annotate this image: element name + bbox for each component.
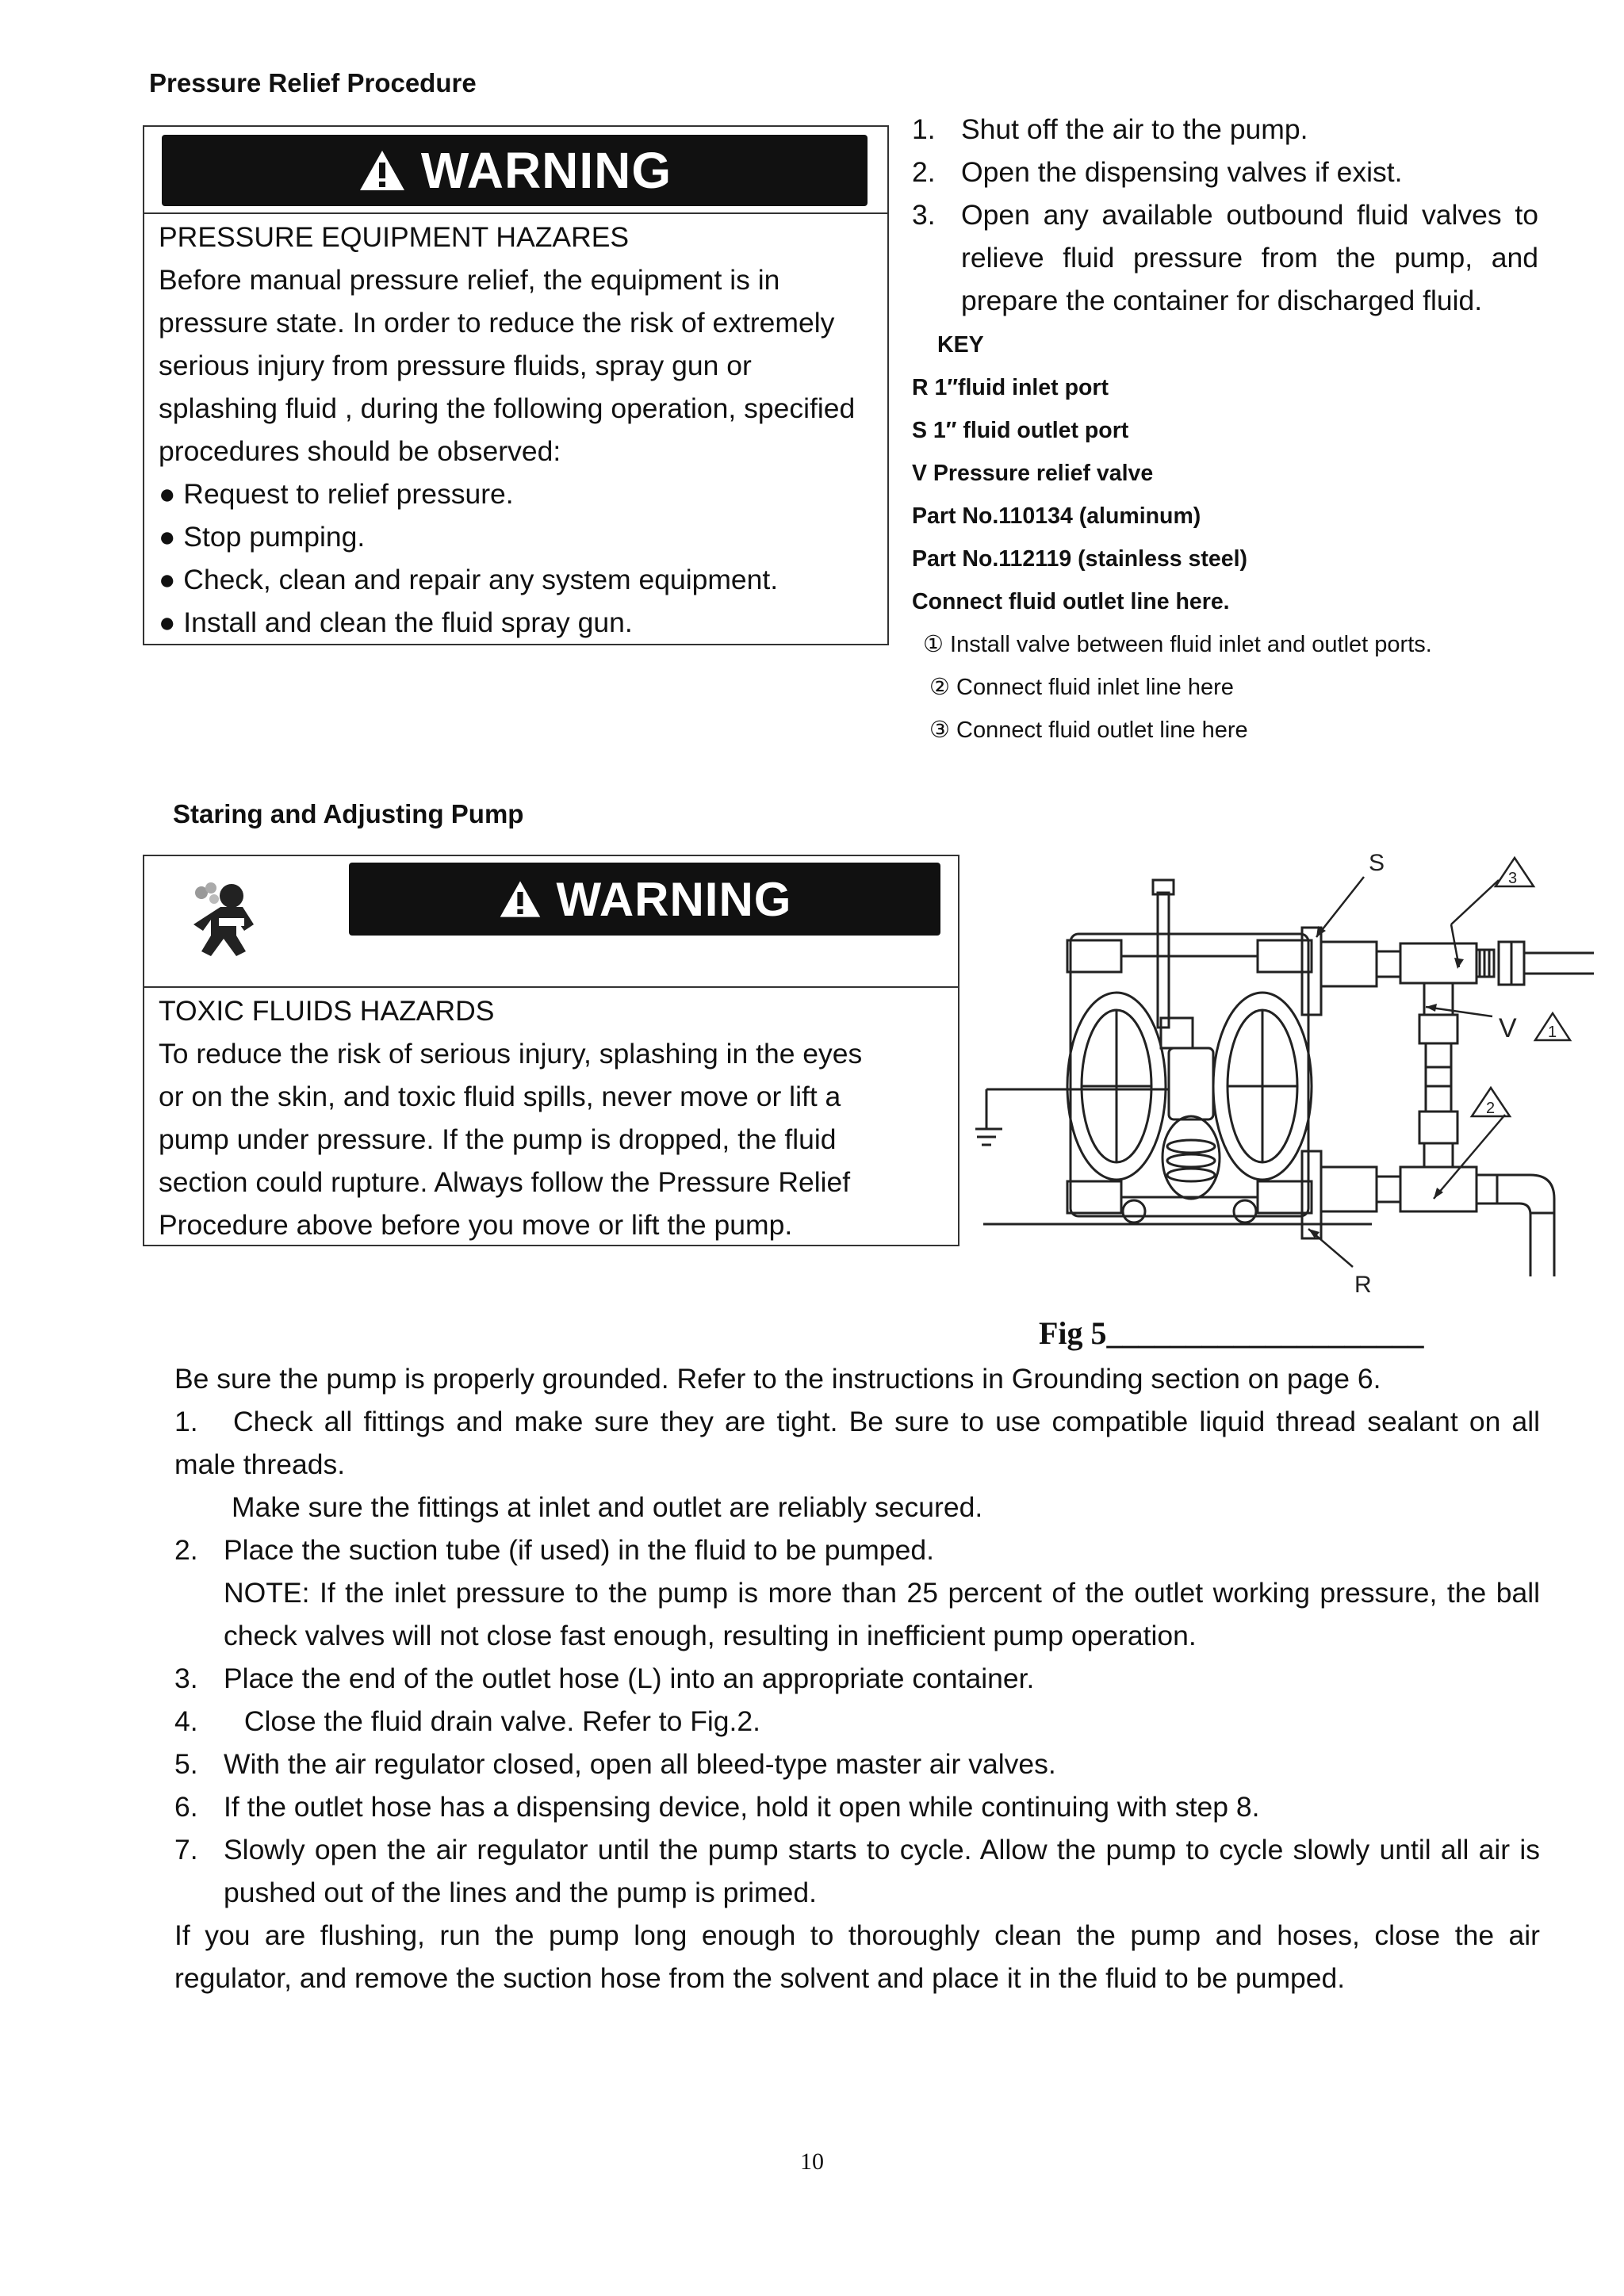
starting-heading: Staring and Adjusting Pump [173, 799, 524, 828]
hazard-line: Procedure above before you move or lift the pump. [159, 1209, 793, 1241]
inlet-line-connector [1477, 1175, 1554, 1276]
callout-1-number: 1 [1548, 1024, 1557, 1041]
key-item: Part No.110134 (aluminum) [912, 503, 1201, 529]
pump-body [1063, 880, 1312, 1223]
warning-triangle-icon [358, 148, 407, 193]
flushing-note-cont: regulator, and remove the suction hose from the solvent and place it in the fluid to be pumped. [174, 1962, 1346, 1994]
relief-step: 1. Shut off the air to the pump. [912, 113, 1308, 145]
instruction-line: Make sure the fittings at inlet and outlet are reliably secured. [232, 1491, 983, 1523]
callout-3-number: 3 [1508, 870, 1518, 887]
key-note: ② Connect fluid inlet line here [929, 675, 1234, 700]
key-item: V Pressure relief valve [912, 461, 1154, 486]
bullet-item: ● Request to relief pressure. [159, 478, 514, 510]
key-item: Connect fluid outlet line here. [912, 589, 1230, 614]
instruction-item-3: 3. Place the end of the outlet hose (L) into an appropriate container. [174, 1663, 1035, 1694]
warning-label: WARNING [556, 872, 792, 926]
key-notes [923, 623, 1432, 752]
key-list [912, 366, 1247, 623]
key-item: S 1″ fluid outlet port [912, 418, 1129, 443]
hazard-line: splashing fluid , during the following operation, specified [159, 392, 856, 424]
warning-label: WARNING [420, 142, 672, 199]
key-title: KEY [937, 332, 984, 358]
key-note: ③ Connect fluid outlet line here [929, 718, 1248, 743]
warning-banner [349, 863, 940, 936]
toxic-warning-text [159, 989, 862, 1246]
figure-caption: Fig 5____________________ [1039, 1315, 1424, 1351]
label-r: R [1354, 1272, 1372, 1298]
pump-diagram [975, 848, 1594, 1308]
label-v: V [1499, 1013, 1517, 1043]
hazard-line: Before manual pressure relief, the equipment is in [159, 264, 780, 296]
pressure-warning-box [143, 125, 889, 645]
key-item: R 1″fluid inlet port [912, 375, 1109, 400]
warning-divider [144, 212, 887, 214]
bullet-item: ● Install and clean the fluid spray gun. [159, 607, 633, 638]
callout-arrows [1308, 926, 1464, 1238]
instructions [174, 1357, 1540, 1999]
hazard-line: or on the skin, and toxic fluid spills, never move or lift a [159, 1081, 841, 1112]
outlet-port-s [1302, 928, 1400, 1015]
instruction-item-1: 1. Check all fittings and make sure they are tight. Be sure to use compatible liquid thread sealant on all [174, 1406, 1540, 1437]
instruction-item-5: 5. With the air regulator closed, open all bleed-type master air valves. [174, 1748, 1056, 1780]
outlet-line-connector [1477, 942, 1594, 985]
key-note: ① Install valve between fluid inlet and outlet ports. [923, 632, 1432, 657]
page-number: 10 [800, 2149, 824, 2175]
toxic-hazard-icon [190, 878, 257, 958]
warning-divider [144, 986, 958, 988]
instruction-intro: Be sure the pump is properly grounded. Refer to the instructions in Grounding section on page 6. [174, 1363, 1381, 1395]
warning-triangle-icon [498, 878, 542, 920]
flushing-note: If you are flushing, run the pump long enough to thoroughly clean the pump and hoses, close the air [174, 1919, 1540, 1951]
instruction-line: male threads. [174, 1448, 346, 1480]
pressure-warning-text [159, 216, 855, 644]
relief-step: 2. Open the dispensing valves if exist. [912, 156, 1403, 188]
label-s: S [1369, 850, 1385, 876]
callout-2-number: 2 [1486, 1100, 1496, 1117]
instruction-item-6: 6. If the outlet hose has a dispensing device, hold it open while continuing with step 8. [174, 1791, 1260, 1823]
relief-step: 3. Open any available outbound fluid valves to relieve fluid pressure from the pump, and prepare the container for discharged fluid. [912, 199, 1538, 316]
pressure-relief-heading: Pressure Relief Procedure [149, 68, 477, 98]
hazard-line: To reduce the risk of serious injury, splashing in the eyes [159, 1038, 863, 1070]
bullet-item: ● Stop pumping. [159, 521, 366, 553]
ground-symbol [975, 1089, 1063, 1145]
bullet-item: ● Check, clean and repair any system equipment. [159, 564, 779, 595]
instruction-item-4: 4. Close the fluid drain valve. Refer to Fig.2. [174, 1705, 761, 1737]
hazard-line: serious injury from pressure fluids, spray gun or [159, 350, 752, 381]
relief-valve-v [1400, 943, 1477, 1211]
warning-banner [162, 135, 868, 206]
key-item: Part No.112119 (stainless steel) [912, 546, 1247, 572]
hazard-line: section could rupture. Always follow the Pressure Relief [159, 1166, 851, 1198]
toxic-warning-box [143, 855, 959, 1246]
hazard-line: pressure state. In order to reduce the risk of extremely [159, 307, 835, 339]
instruction-item-7: 7. Slowly open the air regulator until the pump starts to cycle. Allow the pump to cycle slowly until all air is pushed out of the lines and the pump is primed. [174, 1834, 1540, 1908]
instruction-item-2: 2. Place the suction tube (if used) in the fluid to be pumped. NOTE: If the inlet pressure to the pump is more than 25 percent of the outlet working pressure, the ball check valves will not close fast enough, resulting in inefficient pump operation. [174, 1534, 1540, 1651]
hazard-title: PRESSURE EQUIPMENT HAZARES [159, 221, 630, 253]
hazard-line: procedures should be observed: [159, 435, 561, 467]
hazard-line: pump under pressure. If the pump is dropped, the fluid [159, 1123, 837, 1155]
hazard-title: TOXIC FLUIDS HAZARDS [159, 995, 495, 1027]
